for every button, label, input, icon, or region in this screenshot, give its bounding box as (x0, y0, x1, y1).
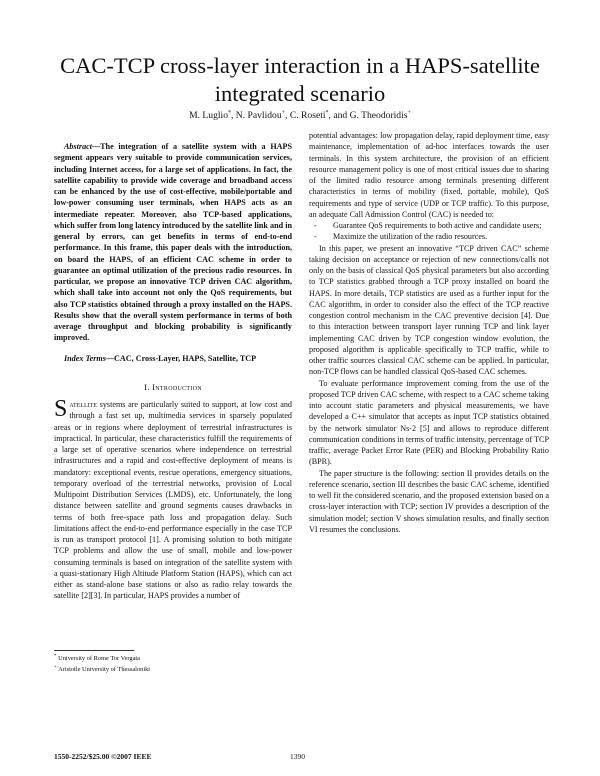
abstract-dash: — (92, 142, 101, 151)
intro-paragraph-text: systems are particularly suited to support, at low cost and through a fast set up, multimedia services in sparsely populated areas or in regions where deployment of terrestrial infrastructures is impractical. In particular, these characteristics fulfill the requirements of a large set of operative scenarios where independence on terrestrial infrastructures and a rapid and cost-effective deployment of means is mandatory: exceptional events, rescue operations, emergency situations, temporary overload of the terrestrial networks, provision of Local Multipoint Distribution Services (LMDS), etc. Unfortunately, the long distance between satellite and ground segments causes drawbacks in terms of both free-space path loss and propagation delay. Such limitations affect the end-to-end performance especially in the case TCP is run as transport protocol [1]. A promising solution to both mitigate TCP problems and allow the use of small, mobile and low-power consuming terminals is based on integration of the satellite system with a quasi-stationary High Altitude Platform Station (HAPS), which can act either as stand-alone base stations or also as radio relay towards the satellite [2][3]. In particular, HAPS provides a number of (54, 400, 292, 601)
list-item-text: Guarantee QoS requirements to both active and candidate users; (333, 221, 542, 230)
drop-cap: S (54, 396, 68, 422)
issn-price-line: 1550-2252/$25.00 ©2007 IEEE (54, 752, 152, 761)
section-title: Introduction (152, 381, 202, 392)
footnote-text: Aristotle University of Thessaloniki (58, 665, 151, 673)
footnote-divider (54, 650, 134, 651)
paper-title: CAC-TCP cross-layer interaction in a HAPS-satellite integrated scenario (60, 53, 540, 106)
footnotes (54, 653, 292, 674)
paragraph: To evaluate performance improvement coming from the use of the proposed TCP driven CAC scheme, with respect to a CAC scheme taking into account static parameters and physical measurements, we have developed a C++ simulator that accepts as input TCP statistics obtained by the network simulator Ns-2 [5] and allows to reproduce different communication conditions in terms of traffic intensity, percentage of TCP traffic, average Packet Error Rate (PER) and Blocking Probability Ratio (BPR). (309, 378, 549, 467)
list-item-text: Maximize the utilization of the radio resources. (333, 232, 488, 242)
abstract (54, 141, 292, 344)
author-affiliation-mark: * (228, 110, 231, 116)
abstract-text: The integration of a satellite system with a HAPS segment appears very suitable to provide communication services, including Internet access, for a large set of applications. In fact, the satellite capability to provide wide coverage and broadband access can be enhanced by the use of cost-effective, mobile/portable and low-power consuming user terminals, when HAPS acts as an intermediate repeater. Moreover, also TCP-based applications, which suffer from long latency introduced by the satellite link and in general by errors, can get benefits in terms of end-to-end performance. In this frame, this paper deals with the introduction, on board the HAPS, of an efficient CAC scheme in order to guarantee an optimal utilization of the precious radio resources. In particular, we propose an innovative TCP driven CAC algorithm, which shall take into account not only the QoS requirements, but also TCP statistics obtained through a proxy installed on the HAPS. Results show that the overall system performance in terms of both average throughput and blocking probability is significantly improved. (54, 142, 292, 343)
list-bullet: - (314, 232, 317, 242)
paragraph: The paper structure is the following: section II provides details on the reference scenario, section III describes the basic CAC scheme, identified to well fit the considered scenario, and the proposed extension based on a cross-layer interaction with TCP; section IV provides a description of the simulation model; section V shows simulation results, and finally section VI resumes the conclusions. (309, 468, 549, 534)
author-line: M. Luglio*, N. Pavlidou+, C. Roseti*, and G. Theodoridis+ (189, 110, 411, 122)
right-column (309, 130, 549, 535)
author-name: M. Luglio (189, 110, 228, 122)
author-affiliation-mark: + (407, 110, 411, 116)
footnote (54, 653, 292, 664)
abstract-label: Abstract (64, 142, 92, 151)
author-affiliation-mark: * (325, 110, 329, 116)
intro-paragraph (54, 396, 292, 602)
list-item (309, 231, 549, 242)
paragraph-continued: potential advantages: low propagation delay, rapid deployment time, easy maintenance, implementation of ad-hoc interfaces towards the user terminals. In this system architecture, the provision of an efficient resource management policy is one of most critical issues due to sharing of the limited radio resource among terminals presenting different characteristics in terms of mobility (fixed, portable, mobile), QoS requirements and type of service (UDP or TCP traffic). To this purpose, an adequate Call Admission Control (CAC) is needed to: (309, 131, 549, 219)
paragraph: In this paper, we present an innovative “TCP driven CAC” scheme taking decision on acceptance or rejection of new connections/calls not only on the basis of classical QoS physical parameters but also according to TCP statistics grabbed through a TCP proxy installed on board the HAPS. In more details, TCP statistics are used as a further input for the CAC algorithm, in order to consider also the effect of the TCP reactive congestion control mechanism in the CAC preventive decision [4]. Due to this interaction between transport layer running TCP and link layer implementing CAC driven by TCP congestion window evolution, the proposed algorithm is applicable specifically to TCP traffic, while to other traffic sources classical CAC scheme can be applied. In particular, non-TCP flows can be handled classical QoS-based CAC schemes. (309, 243, 549, 377)
requirements-list (309, 220, 549, 243)
author-affiliation-mark: + (281, 110, 286, 116)
left-column (54, 141, 292, 602)
page-number: 1390 (290, 752, 305, 761)
intro-first-word: atellite (69, 400, 98, 409)
index-terms (54, 353, 292, 364)
author-name: and G. Theodoridis (333, 110, 408, 122)
footnote-mark: * (54, 654, 57, 659)
footnote-text: University of Rome Tor Vergata (58, 655, 141, 663)
list-bullet: - (314, 221, 317, 230)
author-name: N. Pavlidou (235, 110, 282, 122)
footnote-mark: + (54, 664, 57, 670)
section-numeral: I. (144, 381, 150, 392)
index-terms-text: CAC, Cross-Layer, HAPS, Satellite, TCP (114, 353, 257, 363)
section-heading (54, 382, 292, 393)
index-terms-label: Index Terms (64, 353, 106, 363)
list-item (309, 220, 549, 231)
footnote (54, 664, 292, 675)
author-name: C. Roseti (289, 110, 326, 122)
index-terms-dash: — (105, 353, 115, 363)
